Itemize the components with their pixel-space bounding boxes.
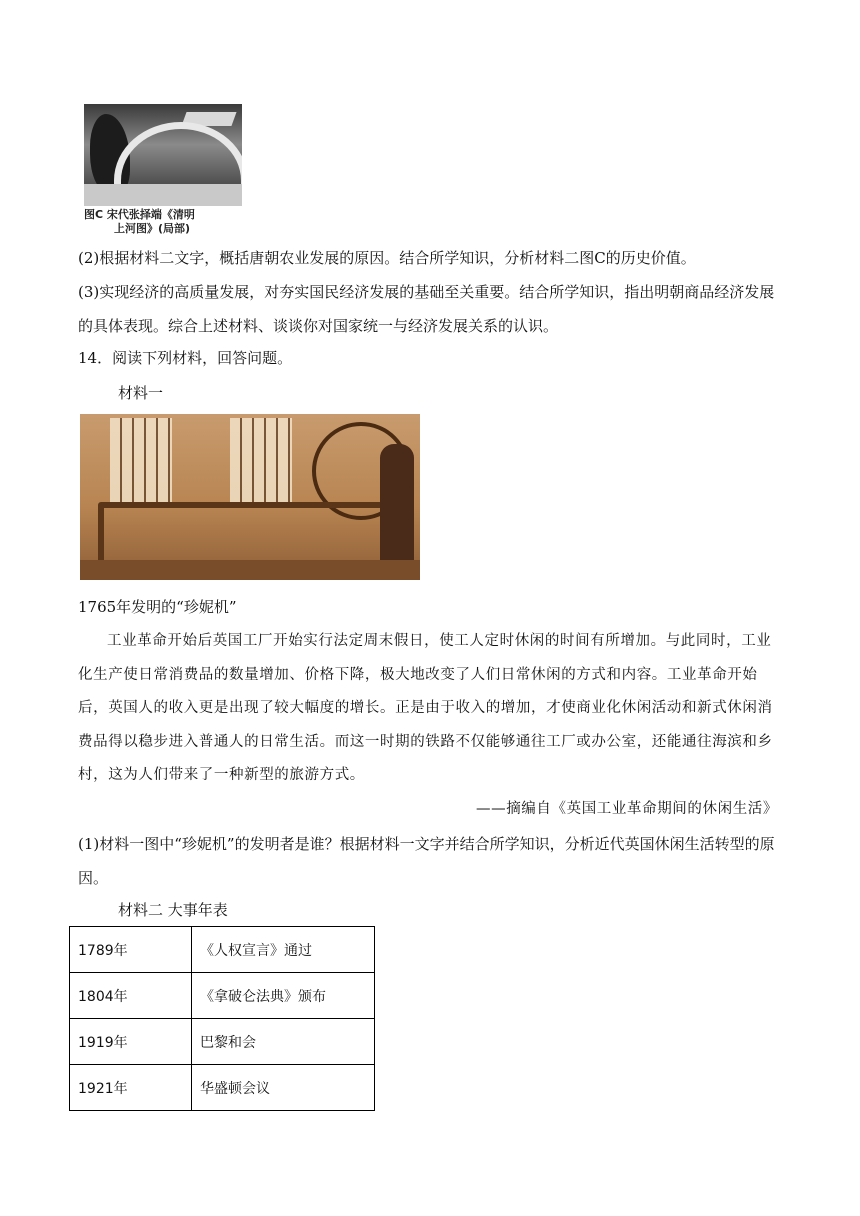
event-year: 1921年 (70, 1065, 192, 1111)
qingming-painting-image (84, 104, 242, 206)
event-name: 巴黎和会 (192, 1019, 375, 1065)
figure-c-caption-line2: 上河图》(局部) (114, 222, 191, 235)
event-year: 1789年 (70, 927, 192, 973)
events-table (69, 926, 375, 1111)
question-13-3: (3)实现经济的高质量发展，对夯实国民经济发展的基础至关重要。结合所学知识，指出明朝商品经济发展的具体表现。综合上述材料、谈谈你对国家统一与经济发展关系的认识。 (78, 283, 775, 335)
event-name: 华盛顿会议 (192, 1065, 375, 1111)
event-name: 《人权宣言》通过 (192, 927, 375, 973)
material-1-label: 材料一 (118, 384, 164, 402)
table-row (70, 1065, 375, 1111)
event-name: 《拿破仑法典》颁布 (192, 973, 375, 1019)
event-year: 1804年 (70, 973, 192, 1019)
spinning-jenny-caption: 1765年发明的“珍妮机” (78, 598, 237, 616)
question-13-2: (2)根据材料二文字，概括唐朝农业发展的原因。结合所学知识，分析材料二图C的历史价值。 (78, 249, 696, 267)
material-2-label: 材料二 大事年表 (118, 901, 228, 919)
table-row (70, 973, 375, 1019)
figure-c-caption-line1: 图C 宋代张择端《清明 (84, 208, 195, 221)
table-row (70, 927, 375, 973)
spinning-jenny-image (80, 414, 420, 580)
question-14-1: (1)材料一图中“珍妮机”的发明者是谁？根据材料一文字并结合所学知识，分析近代英国休闲生活转型的原因。 (78, 835, 775, 887)
event-year: 1919年 (70, 1019, 192, 1065)
table-row (70, 1019, 375, 1065)
figure-c-caption (84, 208, 244, 236)
material-1-source: ——摘编自《英国工业革命期间的休闲生活》 (476, 801, 778, 817)
question-14-header: 14．阅读下列材料，回答问题。 (78, 349, 293, 367)
material-1-text: 工业革命开始后英国工厂开始实行法定周末假日，使工人定时休闲的时间有所增加。与此同时，工业化生产使日常消费品的数量增加、价格下降，极大地改变了人们日常休闲的方式和内容。工业革命开始后，英国人的收入更是出现了较大幅度的增长。正是由于收入的增加，才使商业化休闲活动和新式休闲消费品得以稳步进入普通人的日常生活。而这一时期的铁路不仅能够通往工厂或办公室，还能通往海滨和乡村，这为人们带来了一种新型的旅游方式。 (78, 633, 773, 783)
